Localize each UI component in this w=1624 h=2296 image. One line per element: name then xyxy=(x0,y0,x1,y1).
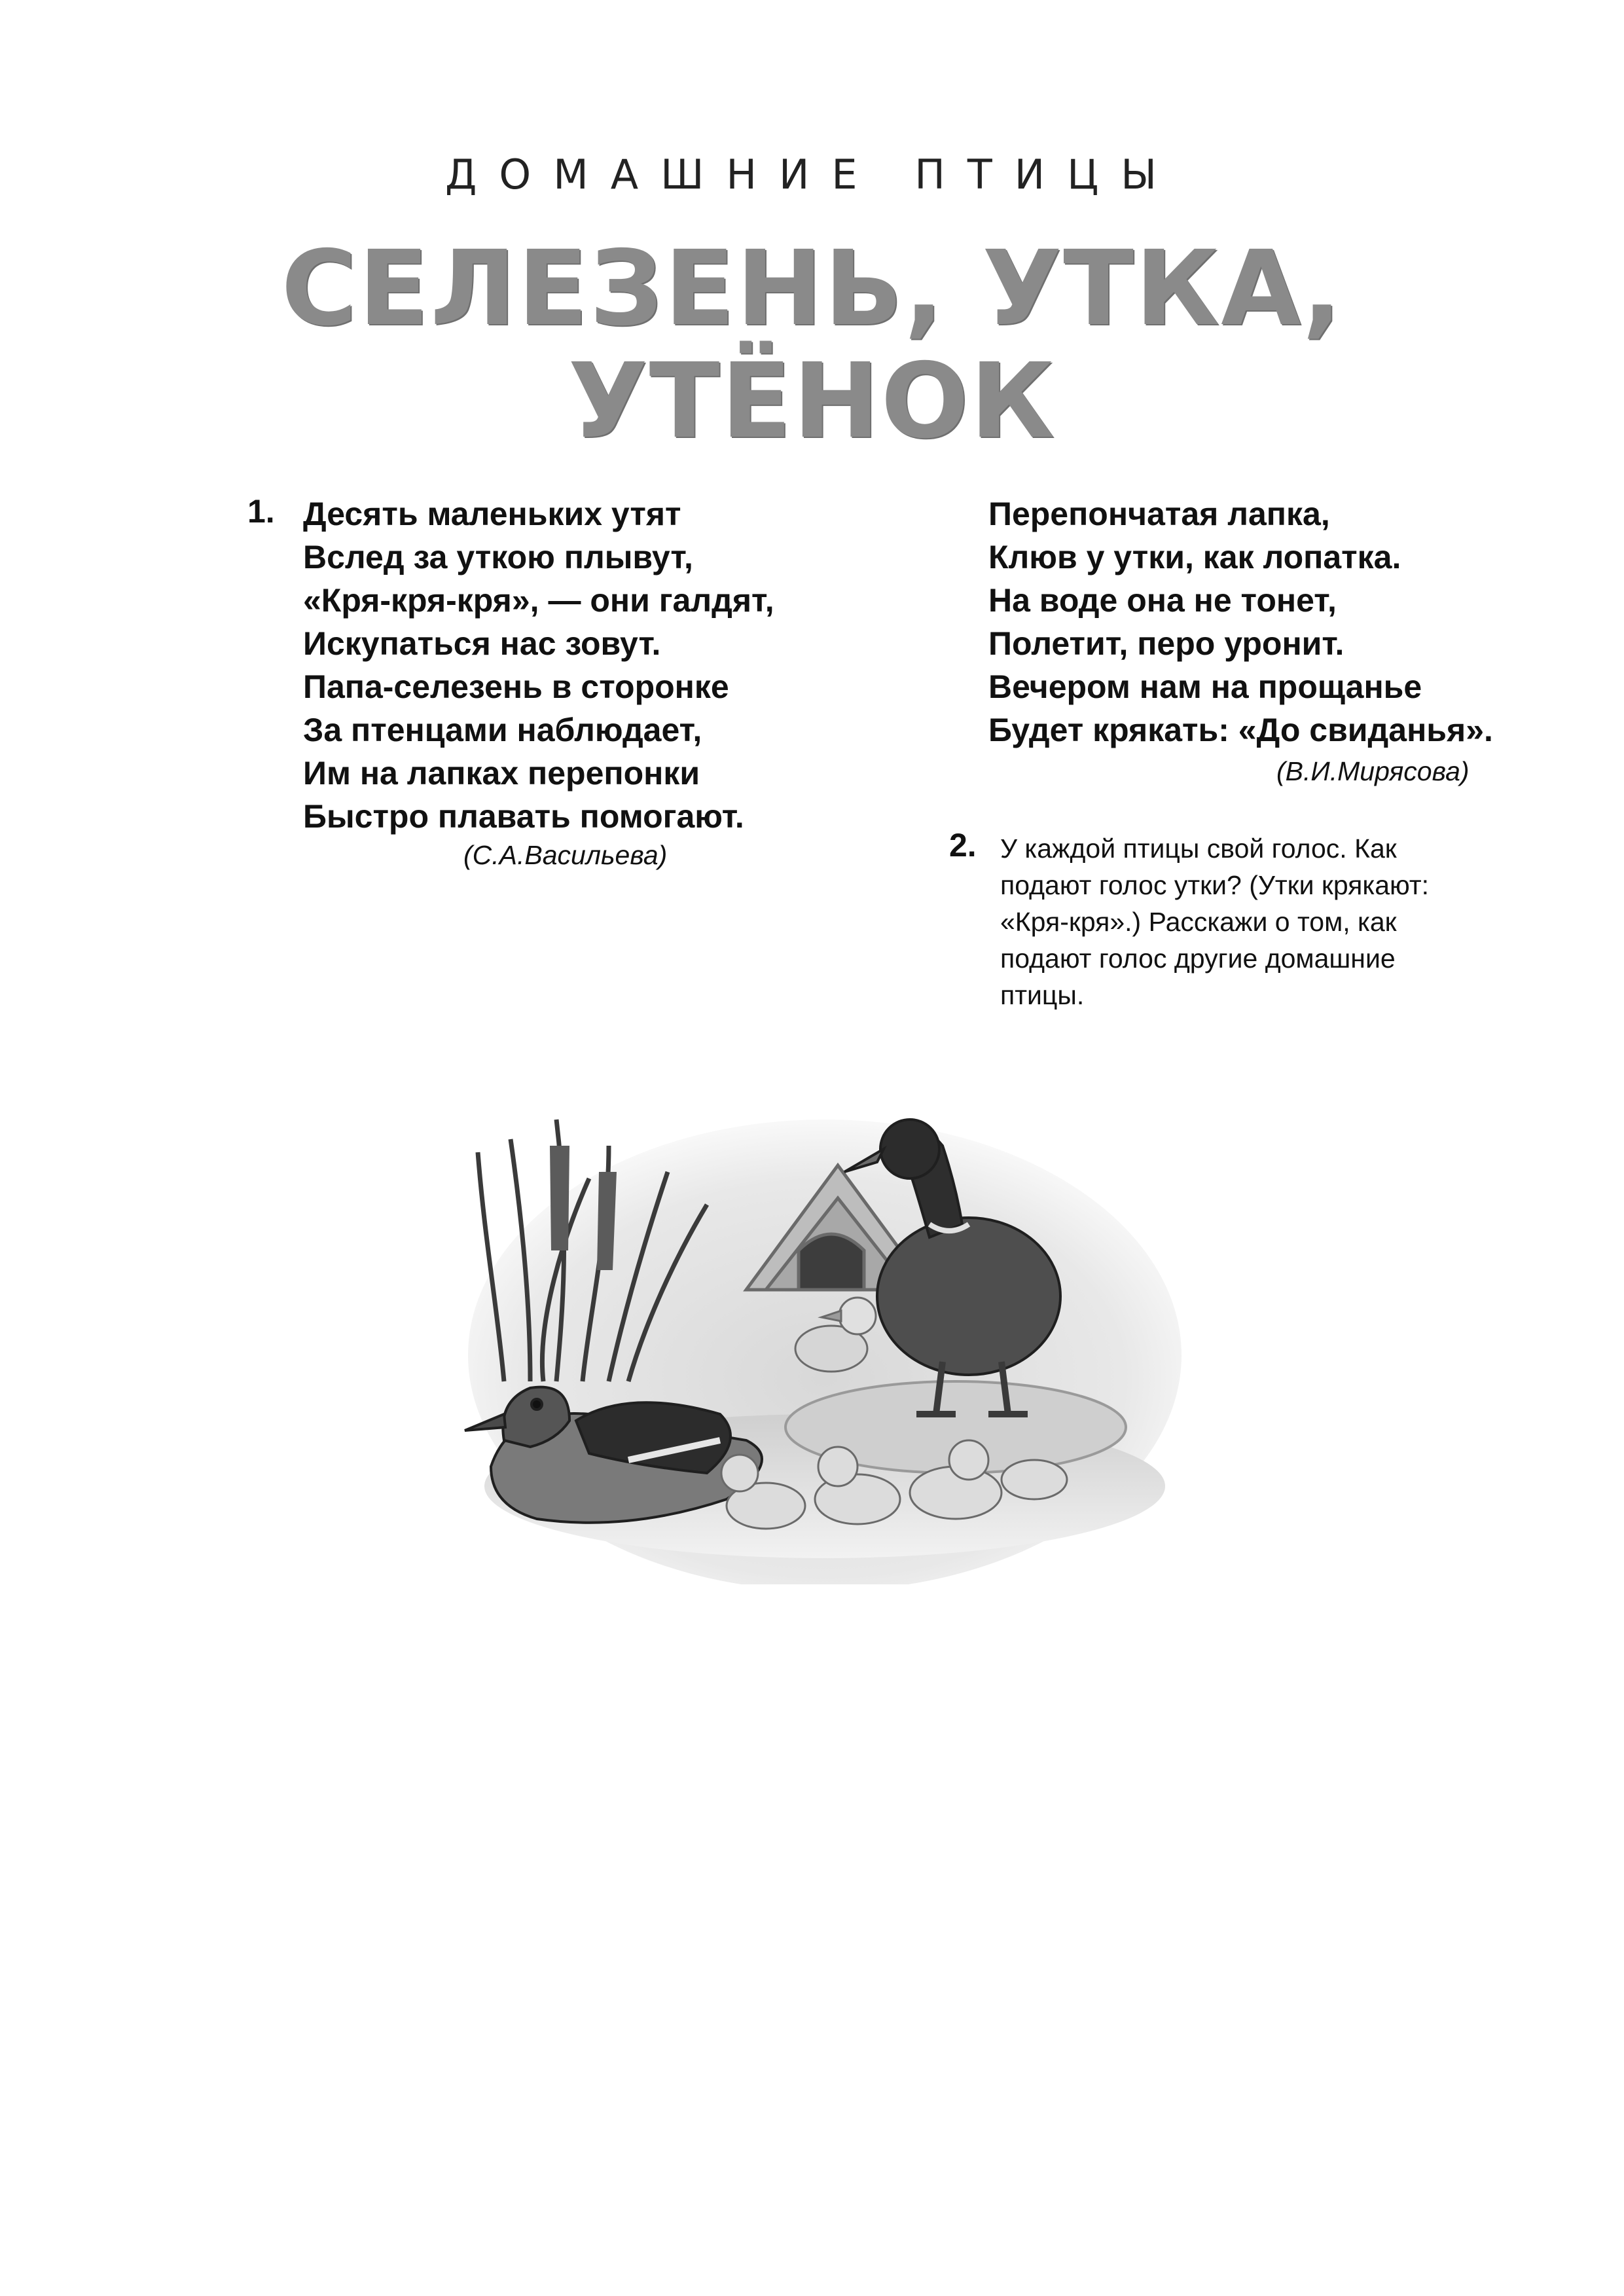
poem-line: Искупаться нас зовут. xyxy=(303,625,661,662)
task-2-line: подают голос утки? (Утки крякают: xyxy=(1000,870,1430,900)
poem-line: На воде она не тонет, xyxy=(988,582,1337,619)
task-number-2: 2. xyxy=(949,827,977,864)
duck-family-illustration xyxy=(458,1074,1185,1584)
title-line-2: УТЁНОК xyxy=(568,341,1056,462)
task-number-1: 1. xyxy=(247,493,275,530)
task-2-text xyxy=(1000,830,1537,1013)
poem-right-author: (В.И.Мирясова) xyxy=(1276,756,1470,786)
poem-line: Клюв у утки, как лопатка. xyxy=(988,539,1401,575)
task-2-line: птицы. xyxy=(1000,980,1085,1010)
poem-line: Вечером нам на прощанье xyxy=(988,668,1422,705)
poem-line: Папа-селезень в сторонке xyxy=(303,668,729,705)
poem-line: Быстро плавать помогают. xyxy=(303,798,744,835)
poem-right xyxy=(988,492,1564,786)
task-2-line: «Кря-кря».) Расскажи о том, как xyxy=(1000,907,1397,937)
poem-left-lines xyxy=(303,492,892,838)
section-label: ДОМАШНИЕ ПТИЦЫ xyxy=(444,151,1180,198)
duck-family-icon xyxy=(458,1074,1185,1584)
page-title xyxy=(0,228,1624,462)
poem-line: Полетит, перо уронит. xyxy=(988,625,1344,662)
poem-line: Им на лапках перепонки xyxy=(303,755,700,792)
poem-line: За птенцами наблюдает, xyxy=(303,712,702,748)
poem-line: «Кря-кря-кря», — они галдят, xyxy=(303,582,774,619)
poem-line: Будет крякать: «До свиданья». xyxy=(988,712,1493,748)
poem-line: Вслед за уткою плывут, xyxy=(303,539,693,575)
poem-line: Перепончатая лапка, xyxy=(988,496,1330,532)
task-2-line: У каждой птицы свой голос. Как xyxy=(1000,833,1397,864)
poem-line: Десять маленьких утят xyxy=(303,496,681,532)
title-line-1: СЕЛЕЗЕНЬ, УТКА, xyxy=(281,228,1343,349)
task-2-line: подают голос другие домашние xyxy=(1000,943,1396,974)
poem-left-author: (С.А.Васильева) xyxy=(463,840,668,870)
